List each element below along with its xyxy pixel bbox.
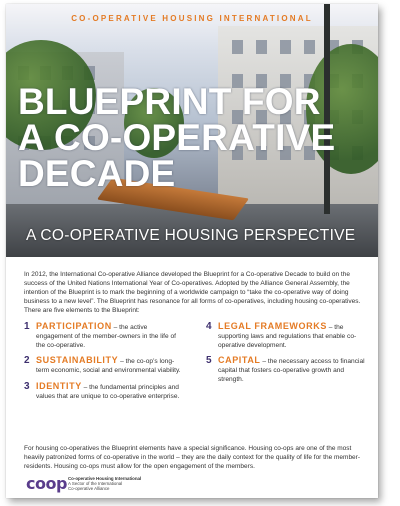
element-name: PARTICIPATION [36, 321, 112, 331]
title-line: DECADE [18, 153, 176, 194]
document-page [6, 4, 378, 498]
logo-org-text [68, 476, 141, 491]
element-text: – the co-op’s long-term economic, social and environmental viability. [36, 358, 181, 375]
element-text: – the necessary access to financial capital that fosters co-operative growth and strength. [218, 358, 365, 384]
element-name: LEGAL FRAMEWORKS [218, 321, 327, 331]
element-name: CAPITAL [218, 355, 261, 365]
coop-logo [26, 474, 186, 494]
blueprint-elements [24, 321, 367, 441]
organization-header: CO-OPERATIVE HOUSING INTERNATIONAL [71, 14, 313, 23]
logo-org-line: Co-operative Alliance [68, 486, 110, 491]
element-number: 3 [24, 381, 30, 392]
element-name: SUSTAINABILITY [36, 355, 119, 365]
element-text: – the supporting laws and regulations that enable co-operative development. [218, 324, 357, 350]
element-number: 1 [24, 321, 30, 332]
title-line: A CO-OPERATIVE [18, 117, 336, 158]
coop-wordmark: coop [26, 474, 67, 493]
page-title [18, 81, 378, 194]
page-subtitle: A CO-OPERATIVE HOUSING PERSPECTIVE [26, 227, 356, 244]
logo-org-line: A Sector of the International [68, 481, 123, 486]
element-text: – the active engagement of the member-owners in the life of the co-operative. [36, 324, 177, 350]
title-line: BLUEPRINT FOR [18, 81, 321, 122]
element-number: 4 [206, 321, 212, 332]
hero-photo-banner [6, 4, 378, 257]
element-number: 5 [206, 355, 212, 366]
element-number: 2 [24, 355, 30, 366]
element-body [36, 382, 184, 401]
element-body [218, 356, 366, 385]
element-body [36, 322, 184, 351]
intro-paragraph: In 2012, the International Co-operative Alliance developed the Blueprint for a Co-operative Decade to build on the success of the United Nations International Year of Co-operatives. Adopted by the Alliance General Assembly, the intention of the Blueprint is to mark the beginning of a worldwide campaign to “take the co-operative way of doing business to a new level”. The Blueprint has resonance for all forms of co-operatives, including housing co-operatives. There are five elements to the Blueprint: [24, 271, 361, 315]
element-body [218, 322, 366, 351]
element-body [36, 356, 184, 375]
element-text: – the fundamental principles and values that are unique to co-operative enterprise. [36, 384, 180, 401]
logo-org-name: Co-operative Housing International [68, 476, 142, 481]
element-name: IDENTITY [36, 381, 82, 391]
closing-paragraph: For housing co-operatives the Blueprint elements have a special significance. Housing co-ops are one of the most heavily patronized forms of co-operative in the world – they are the daily context for the quality of life for the member-residents. Housing co-ops must allow for the open engagement of the members. [24, 445, 361, 471]
